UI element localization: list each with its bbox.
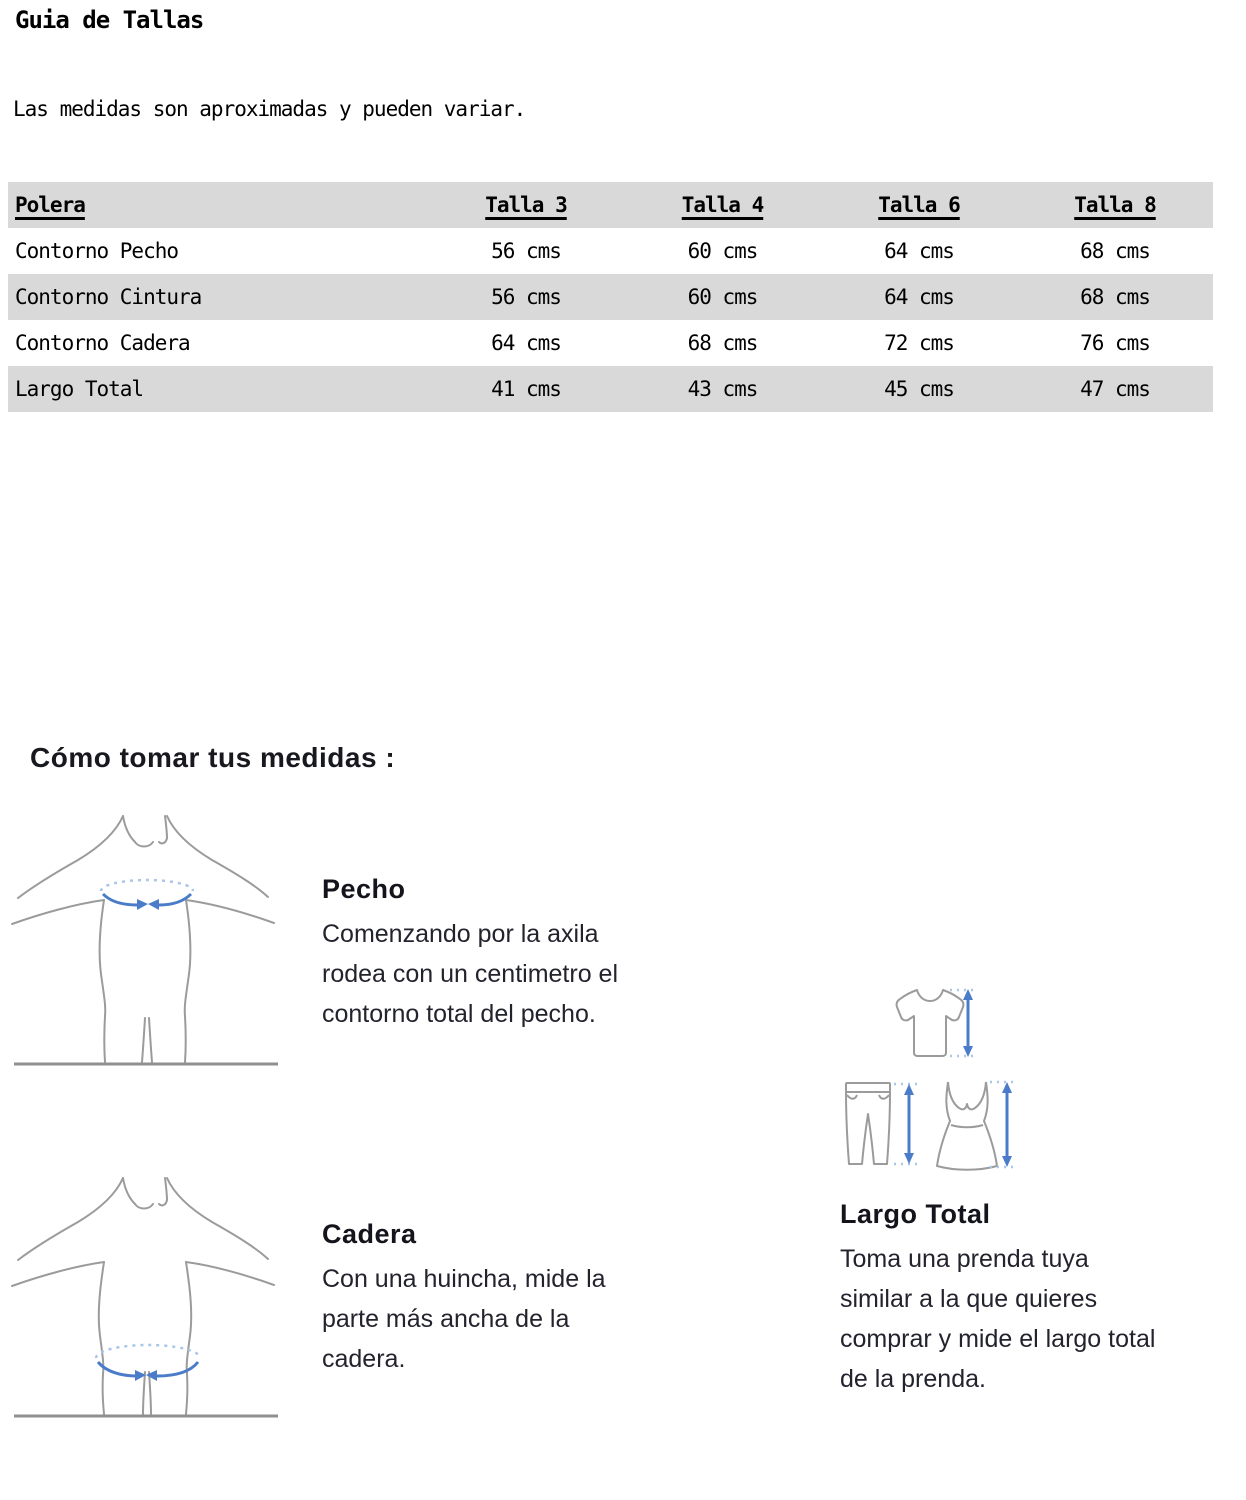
table-row	[8, 366, 1213, 412]
col-header-talla4: Talla 4	[681, 193, 764, 217]
length-arrow-icon	[950, 989, 977, 1057]
garment-icons-svg	[835, 980, 1040, 1175]
largo-total-title: Largo Total	[840, 1199, 991, 1229]
tshirt-icon	[897, 990, 964, 1056]
pecho-section	[322, 874, 692, 1034]
cell-value: 68 cms	[1080, 285, 1150, 309]
cell-value: 68 cms	[687, 331, 758, 355]
cell-value: 56 cms	[491, 239, 561, 263]
page-subtitle: Las medidas son aproximadas y pueden variar.	[13, 97, 526, 121]
body-back-figure	[10, 1163, 285, 1421]
body-front-figure	[10, 806, 285, 1068]
cadera-section	[322, 1219, 692, 1379]
col-header-talla6: Talla 6	[878, 193, 960, 217]
size-table	[8, 182, 1213, 412]
row-label: Largo Total	[15, 377, 144, 401]
cell-value: 60 cms	[687, 285, 758, 309]
table-header-row	[8, 182, 1213, 228]
col-header-polera: Polera	[15, 193, 85, 217]
cell-value: 72 cms	[884, 331, 954, 355]
page-title: Guia de Tallas	[15, 6, 204, 34]
largo-total-line: comprar y mide el largo total	[840, 1325, 1156, 1353]
col-header-talla3: Talla 3	[485, 193, 567, 217]
cell-value: 64 cms	[884, 239, 954, 263]
largo-total-line: Toma una prenda tuya	[840, 1245, 1089, 1273]
cell-value: 64 cms	[491, 331, 561, 355]
cadera-line: cadera.	[322, 1345, 406, 1373]
cell-value: 76 cms	[1080, 331, 1150, 355]
garment-icons	[835, 980, 1040, 1175]
cell-value: 60 cms	[687, 239, 758, 263]
dress-icon	[937, 1082, 997, 1170]
hip-measure-icon	[10, 1163, 285, 1421]
table-row	[8, 228, 1213, 274]
chest-measure-icon	[10, 806, 285, 1068]
row-label: Contorno Pecho	[15, 239, 179, 263]
cell-value: 43 cms	[687, 377, 758, 401]
length-arrow-icon	[894, 1084, 919, 1164]
cell-value: 56 cms	[491, 285, 561, 309]
cell-value: 64 cms	[884, 285, 954, 309]
pecho-title: Pecho	[322, 874, 406, 904]
row-label: Contorno Cadera	[15, 331, 190, 355]
largo-total-line: similar a la que quieres	[840, 1285, 1098, 1313]
howto-heading: Cómo tomar tus medidas :	[30, 742, 396, 773]
pecho-line: rodea con un centimetro el	[322, 960, 619, 988]
cadera-line: parte más ancha de la	[322, 1305, 570, 1333]
cell-value: 45 cms	[884, 377, 954, 401]
col-header-talla8: Talla 8	[1074, 193, 1156, 217]
row-label: Contorno Cintura	[15, 285, 202, 309]
cell-value: 41 cms	[491, 377, 561, 401]
pecho-line: contorno total del pecho.	[322, 1000, 596, 1028]
cell-value: 47 cms	[1080, 377, 1150, 401]
largo-total-line: de la prenda.	[840, 1365, 986, 1393]
table-row	[8, 274, 1213, 320]
pecho-line: Comenzando por la axila	[322, 920, 599, 948]
cadera-line: Con una huincha, mide la	[322, 1265, 606, 1293]
pants-icon	[846, 1083, 890, 1164]
table-row	[8, 320, 1213, 366]
largo-total-section	[840, 1199, 1210, 1399]
cell-value: 68 cms	[1080, 239, 1150, 263]
cadera-title: Cadera	[322, 1219, 417, 1249]
